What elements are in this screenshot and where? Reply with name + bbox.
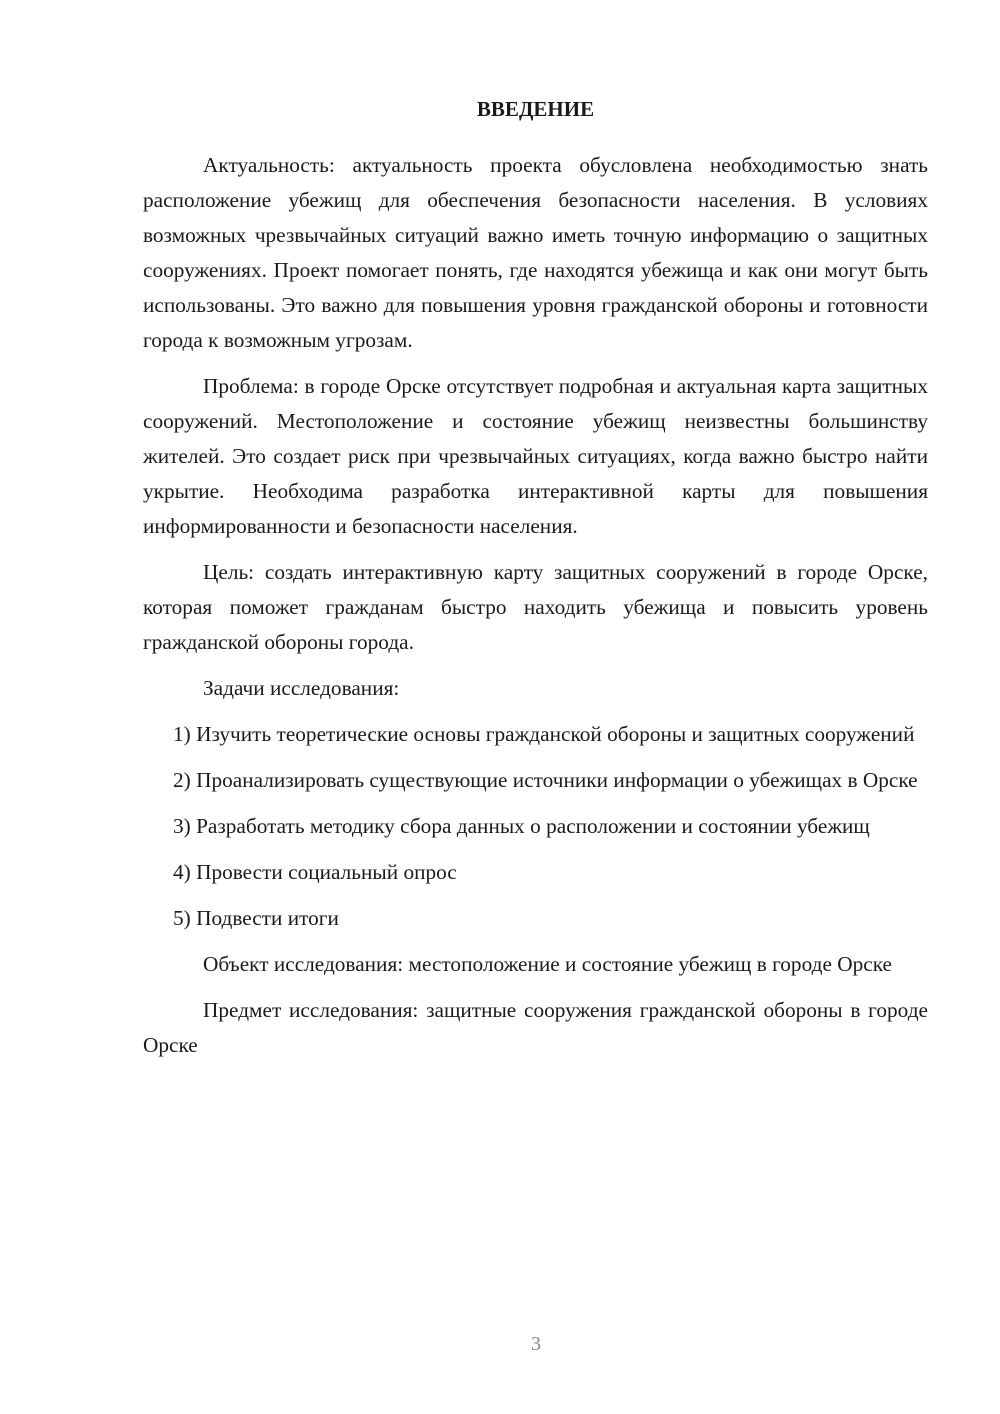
document-page	[143, 94, 928, 1074]
task-item-1: 1) Изучить теоретические основы гражданской обороны и защитных сооружений	[173, 722, 915, 746]
tasks-intro: Задачи исследования:	[203, 676, 400, 700]
task-item-3: 3) Разработать методику сбора данных о расположении и состоянии убежищ	[173, 814, 870, 838]
relevance-paragraph: Актуальность: актуальность проекта обусловлена необходимостью знать расположение убежищ для обеспечения безопасности населения. В условиях возможных чрезвычайных ситуаций важно иметь точную информацию о защитных сооружениях. Проект помогает понять, где находятся убежища и как они могут быть использованы. Это важно для повышения уровня гражданской обороны и готовности города к возможным угрозам.	[143, 153, 928, 352]
page-number: 3	[531, 1333, 541, 1355]
object-paragraph: Объект исследования: местоположение и состояние убежищ в городе Орске	[203, 952, 892, 976]
page-title: ВВЕДЕНИЕ	[476, 97, 595, 121]
task-item-4: 4) Провести социальный опрос	[173, 860, 457, 884]
task-item-5: 5) Подвести итоги	[173, 906, 339, 930]
subject-paragraph: Предмет исследования: защитные сооружения гражданской обороны в городе Орске	[143, 998, 928, 1057]
goal-paragraph: Цель: создать интерактивную карту защитных сооружений в городе Орске, которая поможет гражданам быстро находить убежища и повысить уровень гражданской обороны города.	[143, 560, 928, 654]
task-item-2: 2) Проанализировать существующие источники информации о убежищах в Орске	[173, 768, 918, 792]
problem-paragraph: Проблема: в городе Орске отсутствует подробная и актуальная карта защитных сооружений. Местоположение и состояние убежищ неизвестны большинству жителей. Это создает риск при чрезвычайных ситуациях, когда важно быстро найти укрытие. Необходима разработка интерактивной карты для повышения информированности и безопасности населения.	[143, 374, 928, 538]
